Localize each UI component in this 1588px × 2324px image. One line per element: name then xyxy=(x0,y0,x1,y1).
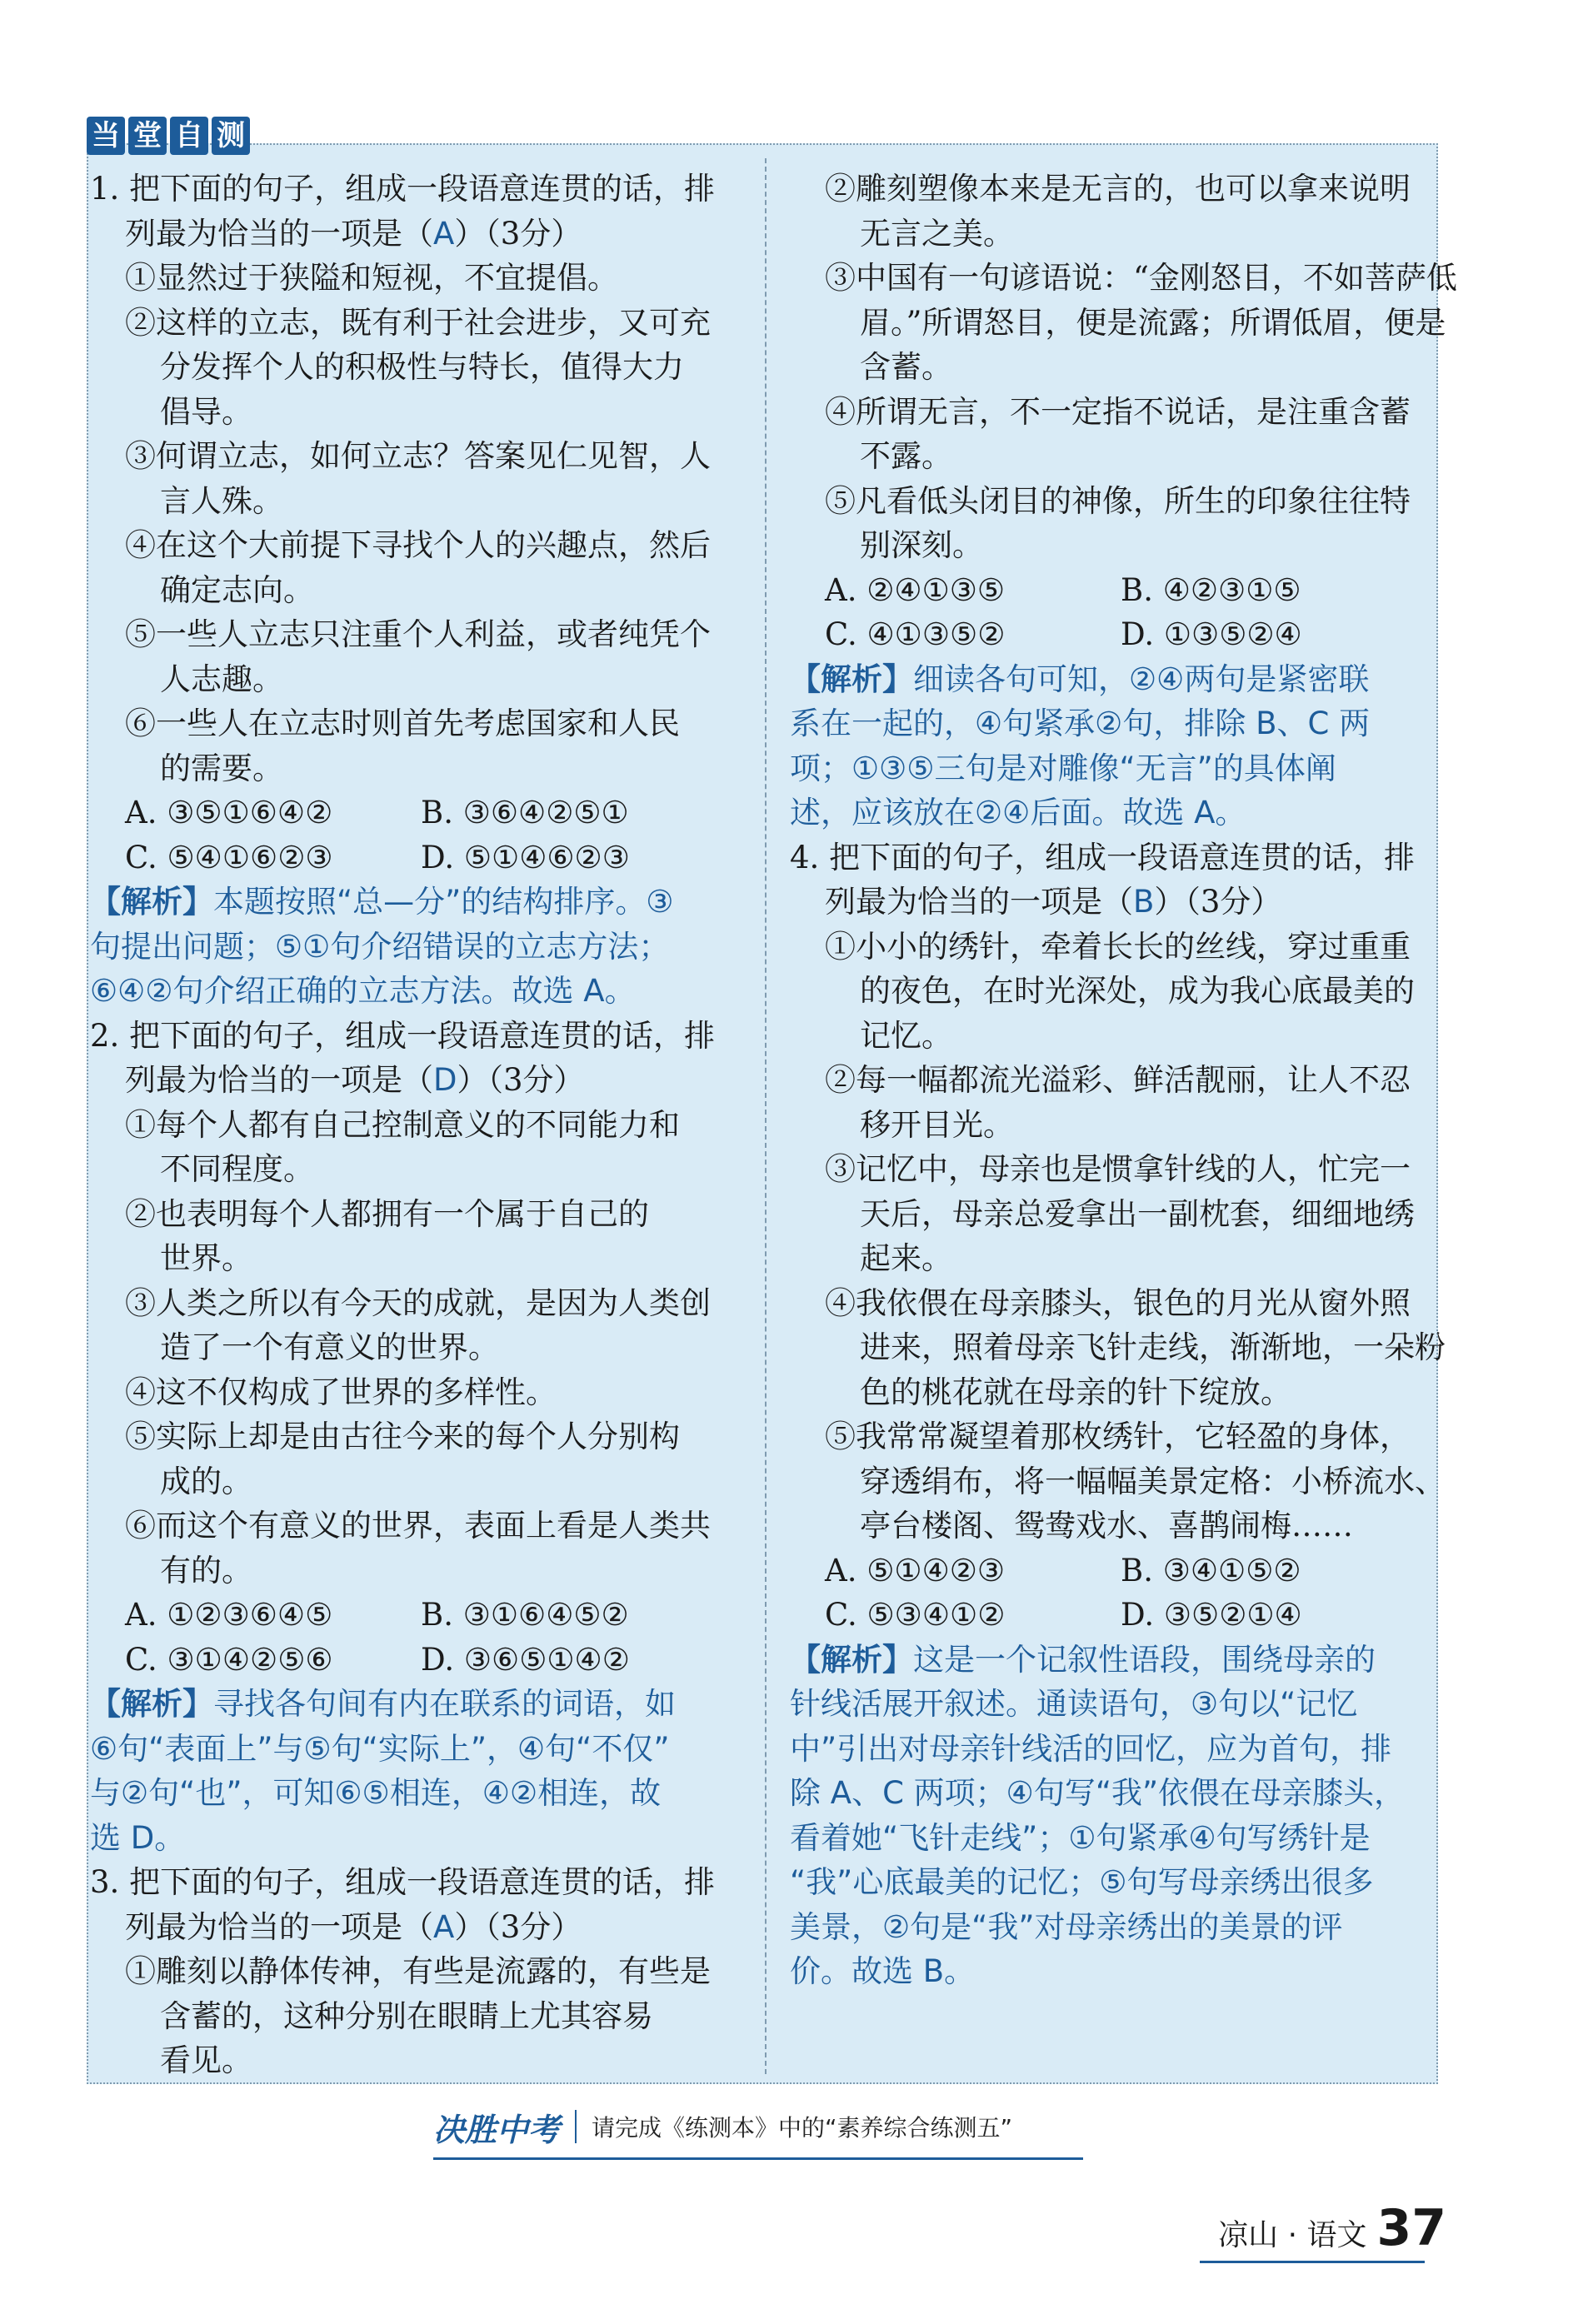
sentence-line: 倡导。 xyxy=(160,393,252,430)
analysis-text: ⑥④②句介绍正确的立志方法。故选 A。 xyxy=(90,973,636,1009)
option: B. ③①⑥④⑤② xyxy=(421,1597,629,1633)
analysis-text: 美景，②句是“我”对母亲绣出的美景的评 xyxy=(790,1908,1343,1945)
sentence-line: 别深刻。 xyxy=(860,527,983,563)
option: D. ⑤①④⑥②③ xyxy=(421,839,630,875)
option-row xyxy=(790,1593,1431,1638)
option: A. ⑤①④②③ xyxy=(825,1552,1006,1588)
option: C. ④①③⑤② xyxy=(825,616,1006,652)
sentence-line: ④在这个大前提下寻找个人的兴趣点，然后 xyxy=(125,527,711,563)
analysis-line xyxy=(90,1816,748,1861)
sentence-line: ④这不仅构成了世界的多样性。 xyxy=(125,1374,557,1410)
option: A. ②④①③⑤ xyxy=(825,571,1006,608)
sentence-line: 进来，照着母亲飞针走线，渐渐地，一朵粉 xyxy=(860,1329,1446,1365)
answer-mark: D xyxy=(433,1062,457,1098)
question-3-continued xyxy=(790,167,1457,835)
question-stem-line xyxy=(90,212,748,257)
sentence-line: 起来。 xyxy=(860,1240,952,1276)
sentence-line: ①显然过于狭隘和短视，不宜提倡。 xyxy=(125,260,618,296)
analysis-text: “我”心底最美的记忆；⑤句写母亲绣出很多 xyxy=(790,1864,1374,1900)
sentence-line: 有的。 xyxy=(160,1552,252,1588)
score-text: ）（3分） xyxy=(1154,884,1282,920)
left-column xyxy=(90,167,748,2083)
sentence-line: ①小小的绣针，牵着长长的丝线，穿过重重 xyxy=(825,928,1411,965)
analysis-line xyxy=(790,1638,1431,1683)
question-stem-line: 1. 把下面的句子，组成一段语意连贯的话，排 xyxy=(90,171,716,207)
section-label xyxy=(87,117,250,155)
sentence-line: 成的。 xyxy=(160,1463,252,1499)
question-stem-text: 列最为恰当的一项是（ xyxy=(825,884,1133,920)
sentence-line: ⑤一些人立志只注重个人利益，或者纯凭个 xyxy=(125,616,711,652)
option: B. ③⑥④②⑤① xyxy=(421,795,629,830)
footer-separator xyxy=(575,2110,577,2143)
sentence-line: ①每个人都有自己控制意义的不同能力和 xyxy=(125,1106,680,1143)
analysis-line xyxy=(790,701,1431,746)
sentence-line: 世界。 xyxy=(160,1240,252,1276)
analysis-line xyxy=(90,880,748,925)
sentence-line: 穿透绢布，将一幅幅美景定格：小桥流水、 xyxy=(860,1463,1446,1499)
analysis-text: 与②句“也”，可知⑥⑤相连，④②相连，故 xyxy=(90,1775,662,1811)
analysis-text: 本题按照“总—分”的结构排序。③ xyxy=(213,884,674,920)
analysis-line xyxy=(90,1682,748,1727)
sentence-line: ⑤凡看低头闭目的神像，所生的印象往往特 xyxy=(825,482,1411,519)
section-label-char: 自 xyxy=(170,117,208,155)
sentence-line: ③何谓立志，如何立志？答案见仁见智，人 xyxy=(125,438,711,474)
analysis-line xyxy=(90,1771,748,1816)
sentence-line: 亭台楼阁、鸳鸯戏水、喜鹊闹梅…… xyxy=(860,1508,1353,1544)
sentence-line: ③中国有一句谚语说：“金刚怒目，不如菩萨低 xyxy=(825,260,1457,296)
analysis-label: 【解析】 xyxy=(790,1641,913,1678)
sentence-line: 无言之美。 xyxy=(860,215,1014,252)
sentence-line: 含蓄的，这种分别在眼睛上尤其容易 xyxy=(160,1997,653,2034)
option-row xyxy=(90,1638,748,1683)
sentence-line: ⑤实际上却是由古往今来的每个人分别构 xyxy=(125,1419,680,1454)
section-label-char: 堂 xyxy=(128,117,167,155)
question-stem-text: 列最为恰当的一项是（ xyxy=(125,1908,433,1945)
analysis-text: 系在一起的，④句紧承②句，排除 B、C 两 xyxy=(790,706,1371,741)
question-1 xyxy=(90,167,748,1014)
sentence-line: 分发挥个人的积极性与特长，值得大力 xyxy=(160,349,684,385)
sentence-line: 天后，母亲总爱拿出一副枕套，细细地绣 xyxy=(860,1195,1415,1232)
page-number: 37 xyxy=(1376,2199,1446,2257)
option: A. ③⑤①⑥④② xyxy=(125,795,333,830)
analysis-label: 【解析】 xyxy=(90,884,213,920)
brand-logo: 决胜中考 xyxy=(433,2111,561,2148)
header-rule xyxy=(250,143,1438,145)
sentence-line: 言人殊。 xyxy=(160,482,283,519)
sentence-line: 的夜色，在时光深处，成为我心底最美的 xyxy=(860,973,1415,1009)
question-3 xyxy=(90,1860,748,2083)
analysis-line xyxy=(790,1860,1431,1905)
option: B. ③④①⑤② xyxy=(1121,1552,1301,1588)
analysis-line xyxy=(790,1682,1431,1727)
analysis-text: 寻找各句间有内在联系的词语，如 xyxy=(213,1686,676,1722)
question-stem-line: 3. 把下面的句子，组成一段语意连贯的话，排 xyxy=(90,1864,716,1900)
option: A. ①②③⑥④⑤ xyxy=(125,1597,333,1633)
analysis-text: 细读各句可知，②④两句是紧密联 xyxy=(913,661,1370,697)
option: D. ③⑤②①④ xyxy=(1121,1597,1302,1633)
sentence-line: 移开目光。 xyxy=(860,1106,1014,1143)
option: D. ③⑥⑤①④② xyxy=(421,1641,630,1678)
analysis-text: 这是一个记叙性语段，围绕母亲的 xyxy=(913,1641,1376,1678)
footer-banner xyxy=(433,2101,1083,2152)
analysis-text: 价。故选 B。 xyxy=(790,1953,976,1989)
option: C. ③①④②⑤⑥ xyxy=(125,1641,333,1678)
sentence-line: 不同程度。 xyxy=(160,1151,314,1187)
page-region: 凉山 · 语文 xyxy=(1218,2218,1367,2252)
sentence-line: 眉。”所谓怒目，便是流露；所谓低眉，便是 xyxy=(860,304,1446,341)
sentence-line: ⑥一些人在立志时则首先考虑国家和人民 xyxy=(125,706,680,741)
sentence-line: ②每一幅都流光溢彩、鲜活靓丽，让人不忍 xyxy=(825,1062,1411,1098)
sentence-line: ②也表明每个人都拥有一个属于自己的 xyxy=(125,1195,649,1232)
footer-rule xyxy=(433,2157,1083,2160)
option: D. ①③⑤②④ xyxy=(1121,616,1302,652)
analysis-line xyxy=(790,746,1431,791)
question-stem-line xyxy=(790,880,1431,925)
question-stem-line: 2. 把下面的句子，组成一段语意连贯的话，排 xyxy=(90,1017,716,1054)
sentence-line: ①雕刻以静体传神，有些是流露的，有些是 xyxy=(125,1953,711,1989)
analysis-line xyxy=(790,1771,1431,1816)
analysis-line xyxy=(790,1905,1431,1950)
sentence-line: 人志趣。 xyxy=(160,661,283,697)
option-row xyxy=(90,790,748,835)
score-text: ）（3分） xyxy=(454,1908,582,1945)
analysis-text: 看着她“飞针走线”；①句紧承④句写绣针是 xyxy=(790,1819,1371,1856)
option-row xyxy=(790,1549,1431,1593)
analysis-label: 【解析】 xyxy=(90,1686,213,1722)
analysis-line xyxy=(90,1727,748,1772)
option: C. ⑤③④①② xyxy=(825,1597,1006,1633)
sentence-line: ③记忆中，母亲也是惯拿针线的人，忙完一 xyxy=(825,1151,1411,1187)
analysis-line xyxy=(90,925,748,970)
score-text: ）（3分） xyxy=(457,1062,585,1098)
question-stem-line xyxy=(90,1058,748,1103)
analysis-text: 述，应该放在②④后面。故选 A。 xyxy=(790,795,1246,830)
right-column xyxy=(790,167,1457,1994)
option-row xyxy=(90,1593,748,1638)
page-footer-rule xyxy=(1200,2261,1425,2263)
sentence-line: ③人类之所以有今天的成就，是因为人类创 xyxy=(125,1284,711,1321)
analysis-line xyxy=(90,969,748,1014)
option-row xyxy=(790,568,1431,613)
analysis-line xyxy=(790,1816,1431,1861)
sentence-line: 造了一个有意义的世界。 xyxy=(160,1329,499,1365)
sentence-line: 确定志向。 xyxy=(160,571,314,608)
option: B. ④②③①⑤ xyxy=(1121,571,1301,608)
sentence-line: 含蓄。 xyxy=(860,349,952,385)
analysis-line xyxy=(790,790,1431,835)
analysis-text: 除 A、C 两项；④句写“我”依偎在母亲膝头， xyxy=(790,1775,1406,1811)
answer-mark: A xyxy=(433,215,455,252)
section-label-char: 当 xyxy=(87,117,125,155)
analysis-text: 针线活展开叙述。通读语句，③句以“记忆 xyxy=(790,1686,1358,1722)
analysis-text: 选 D。 xyxy=(90,1819,186,1856)
sentence-line: 看见。 xyxy=(160,2042,252,2078)
question-stem-line xyxy=(90,1905,748,1950)
analysis-line xyxy=(790,1727,1431,1772)
option: C. ⑤④①⑥②③ xyxy=(125,839,333,875)
column-divider xyxy=(765,158,767,2074)
analysis-text: 句提出问题；⑤①句介绍错误的立志方法； xyxy=(90,928,670,965)
sentence-line: ⑥而这个有意义的世界，表面上看是人类共 xyxy=(125,1508,711,1544)
sentence-line: 不露。 xyxy=(860,438,952,474)
question-4 xyxy=(790,835,1446,1994)
footer-note: 请完成《练测本》中的“素养综合练测五” xyxy=(592,2114,1013,2142)
analysis-text: ⑥句“表面上”与⑤句“实际上”，④句“不仅” xyxy=(90,1730,670,1767)
question-2 xyxy=(90,1014,748,1861)
sentence-line: ②这样的立志，既有利于社会进步，又可充 xyxy=(125,304,711,341)
analysis-text: 中”引出对母亲针线活的回忆，应为首句，排 xyxy=(790,1730,1392,1767)
question-stem-text: 列最为恰当的一项是（ xyxy=(125,1062,433,1098)
sentence-line: 的需要。 xyxy=(160,750,283,786)
section-label-char: 测 xyxy=(212,117,250,155)
question-stem-line: 4. 把下面的句子，组成一段语意连贯的话，排 xyxy=(790,839,1416,875)
sentence-line: 色的桃花就在母亲的针下绽放。 xyxy=(860,1374,1291,1410)
sentence-line: 记忆。 xyxy=(860,1017,952,1054)
sentence-line: ⑤我常常凝望着那枚绣针，它轻盈的身体， xyxy=(825,1419,1411,1454)
sentence-line: ④所谓无言，不一定指不说话，是注重含蓄 xyxy=(825,393,1411,430)
analysis-line xyxy=(790,1949,1431,1994)
sentence-line: ④我依偎在母亲膝头，银色的月光从窗外照 xyxy=(825,1284,1411,1321)
sentence-line: ②雕刻塑像本来是无言的，也可以拿来说明 xyxy=(825,171,1411,207)
analysis-line xyxy=(790,657,1431,702)
analysis-text: 项；①③⑤三句是对雕像“无言”的具体阐 xyxy=(790,750,1336,786)
option-row xyxy=(790,612,1431,657)
option-row xyxy=(90,835,748,880)
question-stem-text: 列最为恰当的一项是（ xyxy=(125,215,433,252)
page-footer xyxy=(1218,2199,1446,2257)
answer-mark: A xyxy=(433,1908,455,1945)
score-text: ）（3分） xyxy=(454,215,582,252)
analysis-label: 【解析】 xyxy=(790,661,913,697)
answer-mark: B xyxy=(1133,884,1155,920)
